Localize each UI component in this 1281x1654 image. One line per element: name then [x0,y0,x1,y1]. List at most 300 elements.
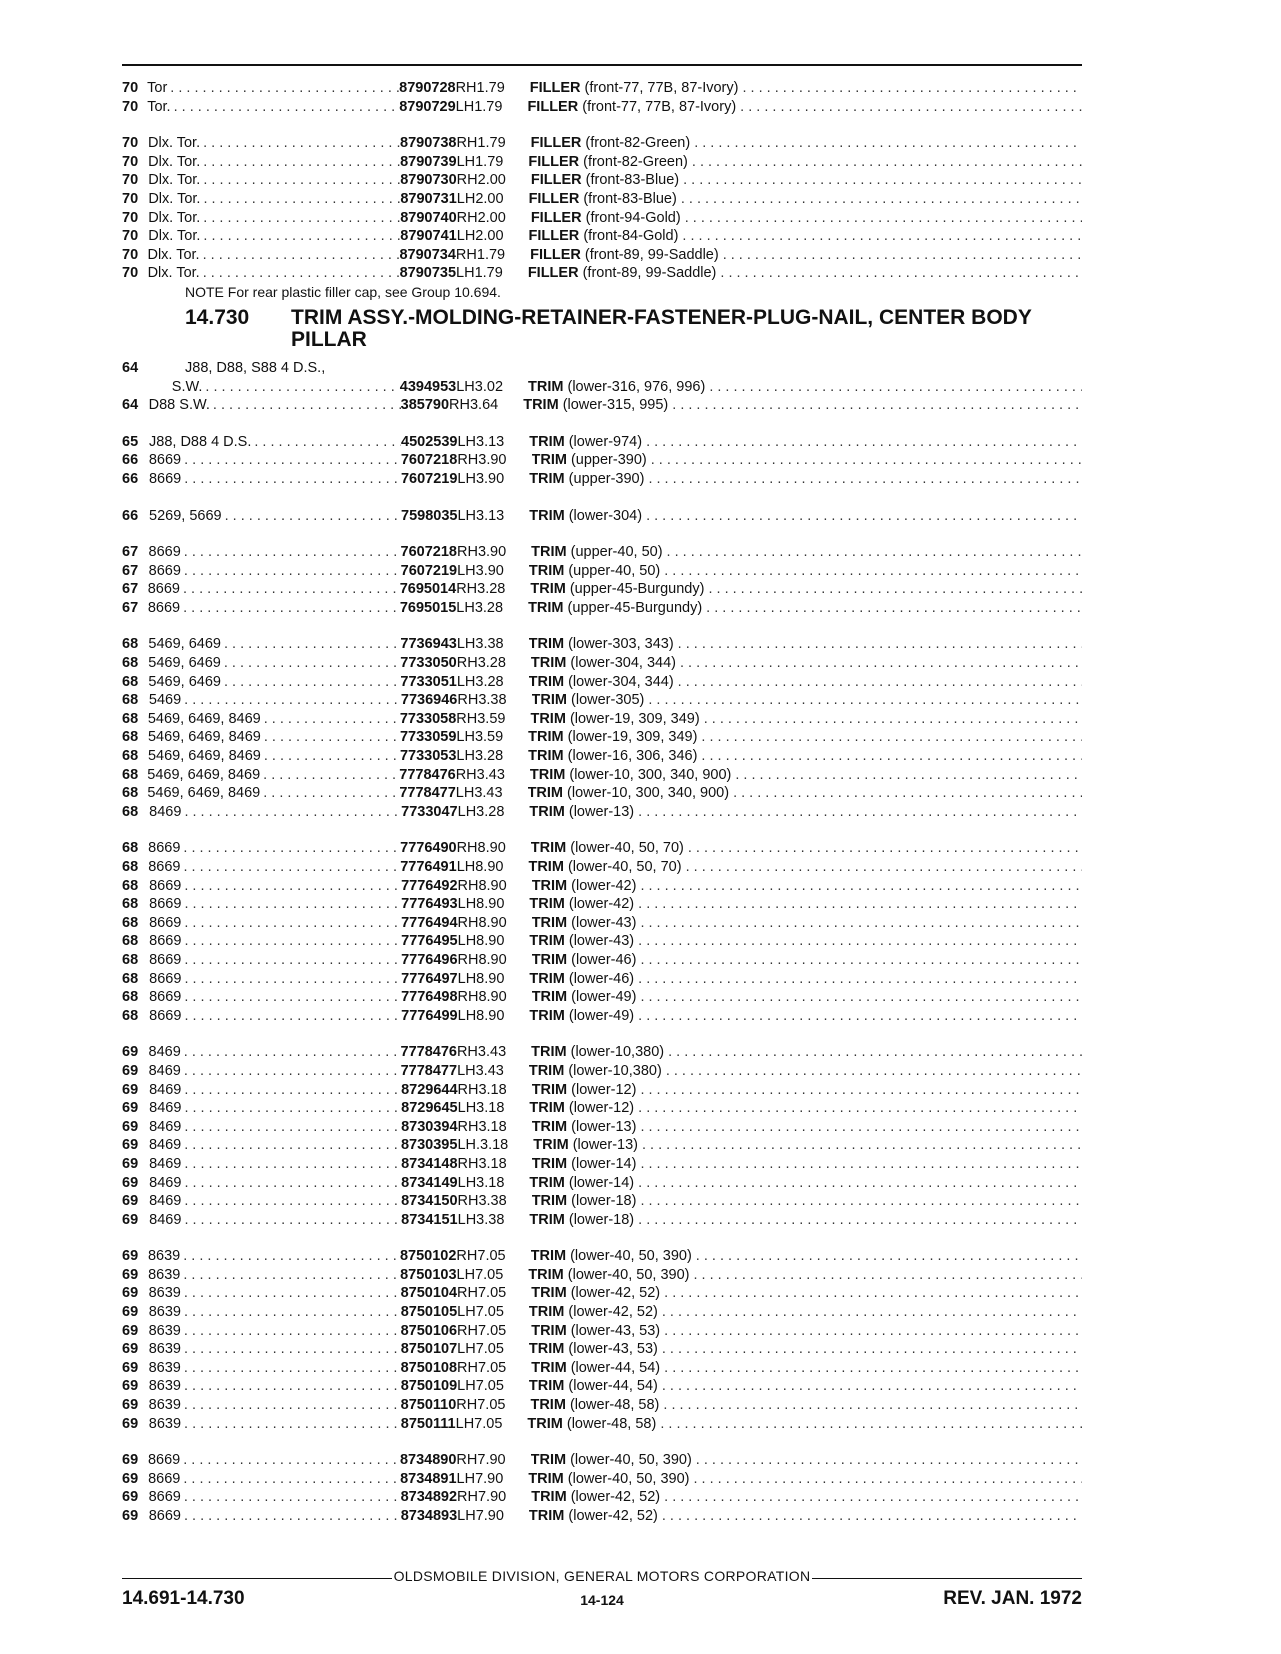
row-description-text [529,1377,662,1396]
row-description [532,877,1082,896]
row-description-text [532,1081,641,1100]
row-year: 69 [122,1470,139,1487]
row-item-detail: (lower-305) [571,692,645,709]
table-row [122,784,1082,803]
dot-leader [696,1451,1082,1470]
dot-leader [184,877,401,896]
row-description [529,1211,1082,1230]
row-item-detail: (front-83-Blue) [583,190,677,207]
row-price: 7.90 [477,1452,506,1469]
row-model-text: Dlx. Tor. [148,190,201,207]
table-row [122,914,1082,933]
row-description-text [528,599,706,618]
row-model-text: 8639 [147,1248,181,1265]
row-part-number: 7778476 [399,766,456,783]
row-description [528,747,1082,766]
row-item-name: TRIM [528,599,564,616]
dot-leader [213,396,401,415]
row-description-text [532,691,649,710]
row-part-number: 7695015 [399,599,457,616]
row-model [149,1081,401,1100]
row-part-number: 8734150 [401,1193,458,1210]
row-item-detail: (front-83-Blue) [585,172,680,189]
table-row [122,1396,1082,1415]
dot-leader [682,227,1082,246]
dot-leader [224,654,400,673]
row-part-number: 8734148 [401,1155,458,1172]
row-description [532,451,1083,470]
row-model-text: Dlx. Tor. [148,209,201,226]
row-description-text [529,803,638,822]
row-year: 69 [122,1397,139,1414]
row-item-name: FILLER [530,135,582,152]
row-item-name: TRIM [528,1508,565,1524]
dot-leader [678,673,1082,692]
row-model [149,988,401,1007]
row-model [149,1136,401,1155]
row-description [531,1488,1082,1507]
row-side: RH [457,951,479,968]
row-description-text [529,1303,662,1322]
row-part-number: 7607219 [400,562,458,579]
row-price: 1.79 [474,98,503,115]
row-description [530,580,1082,599]
row-model-text: 8669 [149,933,182,950]
row-item-detail: (lower-13) [568,803,635,820]
row-description [529,227,1082,246]
row-part-number: 7733059 [399,729,457,746]
row-price: 3.28 [477,655,506,672]
row-model-text: 8669 [147,1452,181,1469]
row-price: 7.05 [477,1397,506,1414]
row-description-text [531,543,666,562]
row-description [529,1507,1082,1526]
row-model-text: 8669 [148,562,181,579]
table-row [122,673,1082,692]
row-part-number: 7776492 [401,877,458,894]
row-model-text: 8669 [147,599,181,616]
row-model [148,1247,400,1266]
row-description [532,951,1082,970]
row-item-detail: (lower-12) [568,1100,635,1117]
row-model [149,914,401,933]
row-item-name: TRIM [529,896,565,913]
row-item-name: FILLER [527,98,579,115]
row-description [531,839,1082,858]
section-title: TRIM ASSY.-MOLDING-RETAINER-FASTENER-PLUG-NAIL, CENTER BODY PILLAR [291,305,1032,351]
row-model [148,1266,400,1285]
row-item-detail: (lower-48, 58) [569,1397,660,1414]
note-text: NOTE For rear plastic filler cap, see Group 10.694. [185,283,501,300]
dot-leader [184,1488,401,1507]
row-description [529,673,1082,692]
row-part-number: 7736943 [400,636,457,653]
row-item-name: TRIM [523,397,559,414]
dot-leader [203,264,400,283]
row-price: 8.90 [476,1007,505,1024]
dot-leader [174,98,400,117]
row-price: 8.90 [478,914,507,931]
dot-leader [733,784,1082,803]
dot-leader [642,1136,1082,1155]
row-item-name: TRIM [531,989,568,1006]
row-description [529,970,1082,989]
row-model [149,470,401,489]
row-model [149,1155,401,1174]
row-description-text [527,98,740,117]
row-model [148,858,400,877]
table-row [122,1488,1082,1507]
row-part-number: 7607219 [400,470,458,487]
row-item-name: TRIM [529,1007,565,1024]
row-model-text: 8669 [148,840,181,857]
row-model [149,803,401,822]
table-row [122,1174,1082,1193]
row-part-number: 4394953 [399,378,457,395]
row-description [531,134,1082,153]
row-year: 70 [122,135,139,152]
row-description [529,932,1082,951]
dot-leader [701,728,1082,747]
dot-leader [648,470,1082,489]
table-row [122,1322,1082,1341]
row-description [528,858,1082,877]
row-price: 3.59 [474,729,504,746]
row-item-name: TRIM [529,933,565,950]
table-row [122,1211,1082,1230]
row-item-name: TRIM [531,1081,568,1098]
row-description-text [529,507,646,526]
row-item-detail: (lower-974) [568,433,643,450]
dot-leader [184,858,401,877]
row-model [148,378,400,397]
row-model [149,507,401,526]
row-side: RH [457,1489,478,1506]
row-part-number: 8730395 [400,1137,458,1154]
row-price: 1.79 [474,265,503,282]
row-model-text: 8639 [148,1359,181,1376]
dot-leader [184,1507,401,1526]
dot-leader [692,153,1082,172]
dot-leader [685,209,1082,228]
table-row [122,970,1082,989]
dot-leader [720,264,1082,283]
row-description [531,1359,1082,1378]
row-model-text: S.W. [171,378,203,395]
table-row [122,1359,1082,1378]
row-side: LH [457,803,477,820]
dot-leader [183,599,400,618]
row-description-text [531,1322,664,1341]
row-model-text: 5469, 6469, 8469 [147,729,261,746]
row-part-number: 7733050 [400,655,457,672]
row-side: LH [457,1174,477,1191]
dot-leader [184,914,401,933]
row-model-text: Dlx. Tor. [148,172,201,189]
row-model [149,1396,401,1415]
row-side: RH [456,544,478,561]
row-model [149,1043,401,1062]
row-item-detail: (lower-10,380) [570,1044,665,1061]
row-year: 66 [122,507,139,524]
row-part-number: 8750107 [400,1341,458,1358]
row-year: 69 [122,1081,139,1098]
row-model-text: 8469 [148,1044,181,1061]
row-price: 3.13 [476,433,505,450]
row-description [531,654,1082,673]
row-item-name: FILLER [528,228,580,245]
dot-leader [183,1451,400,1470]
row-model-text: 8669 [149,1007,182,1024]
table-row [122,543,1082,562]
row-item-name: TRIM [529,1100,565,1117]
row-side: LH [457,1211,477,1228]
row-model [149,1118,401,1137]
row-description-text [531,1247,696,1266]
row-description [531,1043,1082,1062]
dot-leader [662,1507,1082,1526]
row-price: 8.90 [478,877,507,894]
dot-leader [254,433,401,452]
dot-leader [184,1118,401,1137]
row-description-text [532,877,641,896]
row-side: LH [456,599,475,616]
row-description [528,264,1082,283]
dot-leader [640,1118,1082,1137]
row-year: 70 [122,190,139,207]
row-item-detail: (lower-46) [571,951,637,968]
dot-leader [666,1062,1082,1081]
row-item-detail: (lower-10, 300, 340, 900) [569,766,732,783]
row-item-name: TRIM [529,1174,565,1191]
row-year: 64 [122,359,139,376]
row-description-text [523,396,672,415]
row-side: RH [457,1322,478,1339]
dot-leader [225,507,401,526]
row-item-detail: (lower-315, 995) [562,397,669,414]
row-side: LH [456,153,476,170]
row-description-text [529,1174,638,1193]
row-year: 69 [122,1304,139,1321]
row-item-detail: (front-94-Gold) [585,209,681,226]
row-description [530,766,1082,785]
row-side: RH [449,397,470,414]
row-model-text: 8469 [149,1155,182,1172]
row-part-number: 8790731 [400,190,457,207]
dot-leader [640,914,1082,933]
row-year: 68 [122,951,139,968]
row-model [149,1507,401,1526]
dot-leader [184,1340,401,1359]
row-item-detail: (lower-304, 344) [568,673,674,690]
row-model-text: 8639 [148,1304,181,1321]
table-row [122,1451,1082,1470]
row-item-name: TRIM [531,1155,568,1172]
row-model-text: J88, D88 4 D.S. [149,433,252,450]
row-year: 67 [122,544,139,561]
table-row [122,246,1082,265]
row-price: 8.90 [476,896,505,913]
row-description [531,1247,1082,1266]
row-side: LH [456,1470,476,1487]
row-model-text: Tor. [147,98,171,115]
row-item-detail: (lower-19, 309, 349) [567,729,698,746]
row-item-detail: (upper-40, 50) [570,544,663,561]
row-item-detail: (front-84-Gold) [583,228,679,245]
table-row [122,1192,1082,1211]
row-description [529,1174,1082,1193]
dot-leader [184,1192,401,1211]
row-side: RH [457,877,479,894]
row-item-detail: (lower-42) [571,877,637,894]
row-model [148,635,400,654]
row-description-text [531,209,685,228]
table-row [122,635,1082,654]
row-item-name: TRIM [531,1359,567,1376]
row-model-text: Dlx. Tor. [148,228,201,245]
row-description [529,635,1082,654]
row-year: 68 [122,785,139,802]
row-side: LH [456,859,476,875]
dot-leader [662,1377,1082,1396]
row-year: 68 [122,710,139,727]
row-price: 3.18 [476,1174,505,1191]
row-model [148,654,400,673]
row-part-number: 7776495 [401,933,458,950]
row-model-text: 8639 [148,1266,181,1283]
row-model-text: 5469, 6469 [148,673,221,690]
dot-leader [646,433,1082,452]
row-description-text [530,766,735,785]
row-price: 7.90 [475,1470,504,1487]
dot-leader [640,1192,1082,1211]
table-row [122,858,1082,877]
row-item-name: TRIM [527,1415,563,1432]
dot-leader [683,171,1082,190]
row-part-number: 8790741 [400,228,457,245]
row-description [529,190,1082,209]
row-year: 69 [122,1044,139,1061]
table-row [122,1136,1082,1155]
table-row [122,728,1082,747]
row-item-name: FILLER [528,153,580,170]
row-description [529,1303,1082,1322]
dot-leader [184,803,401,822]
dot-leader [184,1155,401,1174]
row-price: 3.28 [474,748,504,765]
row-item-detail: (upper-40, 50) [568,562,661,579]
row-item-detail: (lower-40, 50, 390) [567,1470,690,1487]
dot-leader [638,970,1082,989]
table-row [122,895,1082,914]
row-price: 8.90 [478,989,507,1006]
row-model-text: 5469, 6469, 8469 [147,766,261,783]
row-year: 69 [122,1100,139,1117]
row-item-name: FILLER [530,172,582,189]
row-item-name: TRIM [530,1248,567,1265]
row-model [148,839,400,858]
row-price: 8.90 [476,970,505,987]
row-side: LH [457,470,476,487]
row-price: 1.79 [476,80,505,96]
row-description-text [530,580,708,599]
row-model [149,1211,401,1230]
row-description-text [529,433,646,452]
row-side: LH [456,748,475,765]
row-side: RH [456,135,478,152]
row-model-text: 8669 [149,970,182,987]
row-description-text [528,784,733,803]
dot-leader [184,1303,401,1322]
footer-revision: REV. JAN. 1972 [943,1588,1082,1609]
dot-leader [184,1174,401,1193]
row-side: RH [456,1397,478,1414]
row-item-detail: (front-82-Green) [585,135,691,152]
row-price: 8.90 [475,859,504,875]
dot-leader [183,839,400,858]
row-model [149,1377,401,1396]
row-item-detail: (front-77, 77B, 87-Ivory) [584,80,739,96]
row-description-text [531,1284,664,1303]
row-item-detail: (lower-40, 50, 390) [570,1452,692,1469]
dot-leader [662,1303,1082,1322]
row-description [531,171,1082,190]
row-part-number: 8790735 [399,265,457,282]
row-description-text [532,1192,641,1211]
row-part-number: 8790738 [400,135,457,152]
row-side: LH [457,507,477,524]
dot-leader [742,79,1082,98]
dot-leader [184,562,401,581]
row-description-text [529,673,678,692]
dot-leader [640,988,1082,1007]
row-part-number: 8734892 [400,1489,458,1506]
row-part-number: 8790734 [399,246,456,263]
row-price: 3.90 [477,544,507,561]
row-description-text [530,79,743,98]
row-part-number: 8790740 [400,209,457,226]
row-item-name: TRIM [528,673,565,690]
dot-leader [640,951,1082,970]
row-side: LH [456,673,476,690]
dot-leader [638,1211,1082,1230]
row-item-name: TRIM [531,544,567,561]
row-item-detail: (lower-13) [572,1137,638,1154]
row-year: 67 [122,562,139,579]
row-model [147,246,399,265]
row-year: 69 [122,1118,139,1135]
footer-rule-right [812,1578,1082,1579]
row-part-number: 8750111 [400,1415,456,1432]
row-side: LH [456,228,476,245]
row-model-text: J88, D88, S88 4 D.S., [185,359,326,376]
row-model [148,673,400,692]
row-model-text: D88 S.W. [148,397,210,414]
row-model [149,1340,401,1359]
row-year: 70 [122,172,139,189]
row-description-text [529,470,648,489]
row-description-text [531,1488,664,1507]
row-side: LH [457,1062,476,1079]
row-part-number: 8729644 [401,1081,458,1098]
row-description-text [530,1396,663,1415]
dot-leader [646,507,1082,526]
row-price: 3.18 [478,1118,507,1135]
row-part-number: 8750108 [400,1359,458,1376]
row-year: 69 [122,1248,139,1265]
row-year: 69 [122,1211,139,1228]
row-model-text: 8669 [148,1508,181,1524]
